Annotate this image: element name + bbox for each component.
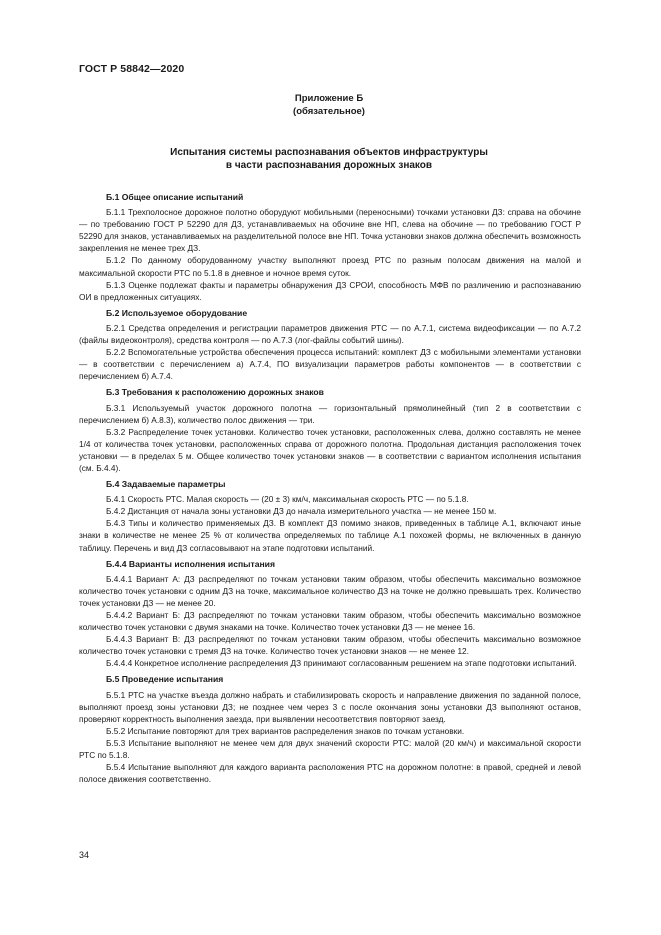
paragraph: Б.4.1 Скорость РТС. Малая скорость — (20 ± 3) км/ч, максимальная скорость РТС — по 5.1.8.: [106, 494, 469, 505]
paragraph: Б.1.2 По данному оборудованному участку выполняют проезд РТС по разным полосам движения на малой и максимальной скорости РТС по 5.1.8 в дневное и ночное время суток.: [79, 255, 581, 278]
paragraph: Б.5.2 Испытание повторяют для трех вариантов распределения знаков по точкам установки.: [106, 725, 465, 736]
section-heading: Б.3 Требования к расположению дорожных знаков: [106, 387, 324, 398]
annex-heading-line-1: Испытания системы распознавания объектов инфраструктуры: [170, 147, 488, 158]
paragraph: Б.5.3 Испытание выполняют не менее чем для двух значений скорости РТС: малой (20 км/ч) и максимальной скорости РТС по 5.1.8.: [79, 737, 581, 761]
paragraph: Б.3.2 Распределение точек установки. Количество точек установки, расположенных слева, должно составлять не менее 1/4 от количества точек установки, расположенных справа от дорожного полотна. Продольная дистанция расположения точек установки — в пределах 5 м. Общее количество точек установки знаков — в соответствии с вариантом исполнения испытания (см. Б.4.4).: [79, 426, 581, 473]
section-b3: [79, 386, 581, 474]
section-b4: [79, 478, 581, 554]
section-heading: Б.4 Задаваемые параметры: [106, 479, 226, 490]
section-heading: Б.4.4 Варианты исполнения испытания: [106, 558, 275, 569]
paragraph: Б.3.1 Используемый участок дорожного полотна — горизонтальный прямолинейный (тип 2 в соответствии с перечислением б) А.8.3), количество полос движения — три.: [79, 402, 581, 425]
section-b2: [79, 307, 581, 383]
page-number: 34: [79, 850, 90, 860]
section-heading: Б.1 Общее описание испытаний: [106, 192, 244, 202]
paragraph: Б.2.2 Вспомогательные устройства обеспечения процесса испытаний: комплект ДЗ с мобильными элементами установки — в соответствии с перечислением а) А.7.4, ПО визуализации параметров работы компонентов — в соответствии с перечислением б) А.7.4.: [79, 347, 581, 382]
section-heading: Б.2 Используемое оборудование: [106, 307, 248, 318]
annex-heading: [79, 146, 579, 172]
paragraph: Б.4.4.2 Вариант Б: ДЗ распределяют по точкам установки таким образом, чтобы обеспечить максимально возможное количество точек установки с двумя знаками на точке. Количество точек установки ДЗ — не менее 16.: [79, 610, 581, 633]
annex-title: Приложение Б: [294, 93, 364, 104]
paragraph: Б.5.1 РТС на участке въезда должно набрать и стабилизировать скорость и направление движения по заданной полосе, выполняют проезд зоны установки ДЗ; не позднее чем через 3 с после окончания зоны установки ДЗ выполняют останов, проверяют корректность выполнения заезда, при выявлении несоответствия повторяют заезд.: [79, 689, 581, 724]
paragraph: Б.4.4.4 Конкретное исполнение распределения ДЗ принимают согласованным решением на этапе подготовки испытаний.: [106, 658, 577, 669]
paragraph: Б.4.4.1 Вариант А: ДЗ распределяют по точкам установки таким образом, чтобы обеспечить максимально возможное количество точек установки с одним ДЗ на точке, максимальное количество ДЗ на точке не должно превышать трех. Количество точек установки ДЗ — не менее 20.: [79, 573, 581, 608]
annex-status: (обязательное): [293, 106, 365, 117]
document-body: [79, 191, 581, 785]
section-heading: Б.5 Проведение испытания: [106, 674, 224, 685]
annex-label: [79, 92, 579, 118]
annex-heading-line-2: в части распознавания дорожных знаков: [225, 160, 433, 171]
paragraph: Б.4.4.3 Вариант В: ДЗ распределяют по точкам установки таким образом, чтобы обеспечить максимально возможное количество точек установки с тремя ДЗ на точке. Количество точек установки знаков — не менее 12.: [79, 634, 581, 657]
section-b4-4: [79, 558, 581, 670]
section-b1: [79, 191, 581, 303]
paragraph: Б.5.4 Испытание выполняют для каждого варианта расположения РТС на дорожном полотне: в правой, средней и левой полосе движения соответственно.: [79, 762, 581, 785]
document-header: ГОСТ Р 58842—2020: [79, 63, 185, 75]
paragraph: Б.1.1 Трехполосное дорожное полотно оборудуют мобильными (переносными) точками установки ДЗ: справа на обочине — по требованию ГОСТ Р 52290 для ДЗ, устанавливаемых на обочине вне НП, слева на обочине — по требованию ГОСТ Р 52290 для знаков, устанавливаемых на разделительной полосе вне НП. Точка установки знаков должна обеспечить возможность закрепления не менее трех ДЗ.: [79, 207, 581, 254]
section-b5: [79, 673, 581, 785]
paragraph: Б.2.1 Средства определения и регистрации параметров движения РТС — по А.7.1, система видеофиксации — по А.7.2 (файлы видеоконтроля), средства контроля — по А.7.3 (лог-файлы событий шины).: [79, 322, 581, 346]
paragraph: Б.4.3 Типы и количество применяемых ДЗ. В комплект ДЗ помимо знаков, приведенных в таблице А.1, включают иные знаки в количестве не менее 25 % от количества определяемых по таблице А.1 похожей формы, не включенных в данную таблицу. Перечень и вид ДЗ согласовывают на этапе подготовки испытаний.: [79, 518, 581, 553]
paragraph: Б.1.3 Оценке подлежат факты и параметры обнаружения ДЗ СРОИ, способность МФВ по различению и распознаванию ОИ в предложенных ситуациях.: [79, 279, 581, 302]
paragraph: Б.4.2 Дистанция от начала зоны установки ДЗ до начала измерительного участка — не менее 150 м.: [106, 506, 497, 517]
